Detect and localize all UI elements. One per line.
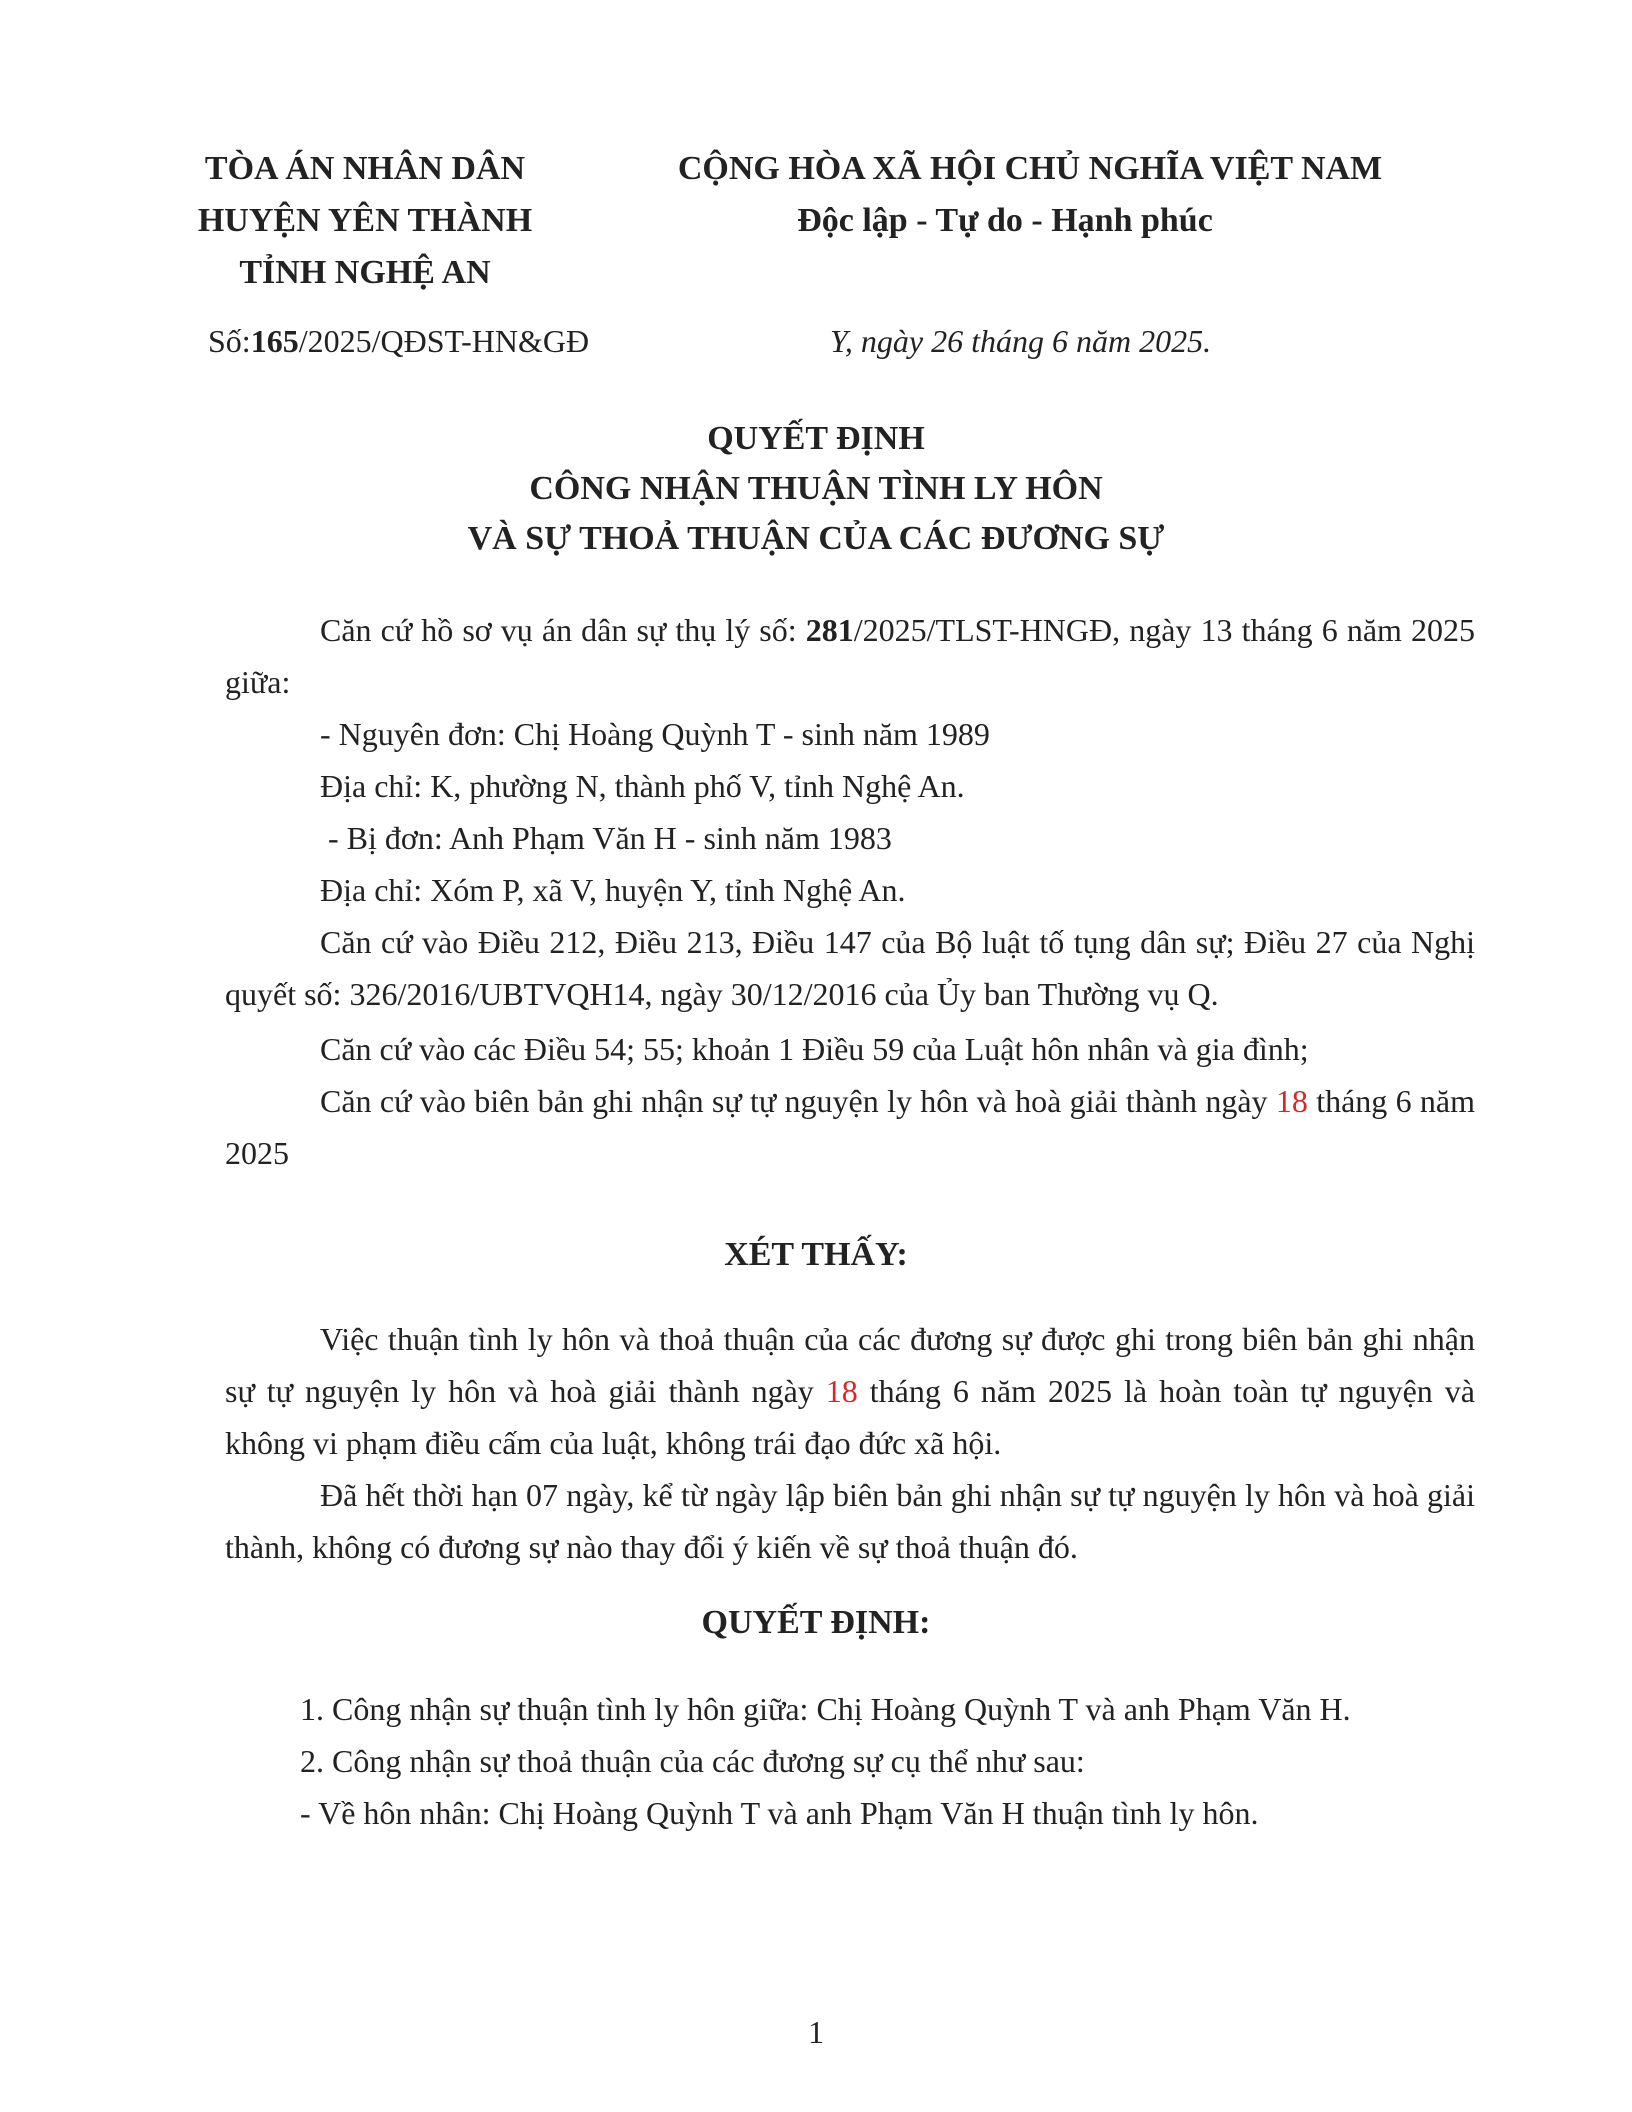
defendant-line: - Bị đơn: Anh Phạm Văn H - sinh năm 1983 <box>320 820 892 856</box>
case-number: 281 <box>805 612 854 648</box>
plaintiff-line: - Nguyên đơn: Chị Hoàng Quỳnh T - sinh năm 1989 <box>320 716 990 752</box>
basis-section <box>225 604 1475 1179</box>
title-line-2: CÔNG NHẬN THUẬN TÌNH LY HÔN <box>529 470 1103 507</box>
basis-paragraph-case: Căn cứ hồ sơ vụ án dân sự thụ lý số: 281/2025/TLST-HNGĐ, ngày 13 tháng 6 năm 2025 giữa: <box>225 612 1476 700</box>
court-name <box>170 143 560 299</box>
court-line-3: TỈNH NGHỆ AN <box>239 254 491 291</box>
defendant-address: Địa chỉ: Xóm P, xã V, huyện Y, tỉnh Nghệ An. <box>320 872 906 908</box>
decision-item-2: 2. Công nhận sự thoả thuận của các đương sự cụ thể như sau: <box>300 1743 1085 1779</box>
findings-section <box>225 1313 1475 1573</box>
court-line-1: TÒA ÁN NHÂN DÂN <box>204 150 526 187</box>
decision-section <box>225 1683 1475 1839</box>
basis-paragraph-procedure: Căn cứ vào Điều 212, Điều 213, Điều 147 của Bộ luật tố tụng dân sự; Điều 27 của Nghị quyết số: 326/2016/UBTVQH14, ngày 30/12/2016 của Ủy ban Thường vụ Q. <box>225 924 1475 1012</box>
nation-motto: Độc lập - Tự do - Hạnh phúc <box>797 202 1213 239</box>
number-suffix: /2025/QĐST-HN&GĐ <box>298 323 590 359</box>
findings-paragraph-2: Đã hết thời hạn 07 ngày, kể từ ngày lập biên bản ghi nhận sự tự nguyện ly hôn và hoà giải thành, không có đương sự nào thay đổi ý kiến về sự thoả thuận đó. <box>225 1477 1475 1565</box>
document-number <box>208 321 589 361</box>
decision-heading: QUYẾT ĐỊNH: <box>701 1604 931 1641</box>
decision-marriage: - Về hôn nhân: Chị Hoàng Quỳnh T và anh Phạm Văn H thuận tình ly hôn. <box>300 1795 1259 1831</box>
number-prefix: Số: <box>208 323 251 359</box>
record-day: 18 <box>1275 1083 1308 1119</box>
basis-paragraph-marriage-law: Căn cứ vào các Điều 54; 55; khoản 1 Điều 59 của Luật hôn nhân và gia đình; <box>320 1031 1309 1067</box>
decision-item-1: 1. Công nhận sự thuận tình ly hôn giữa: Chị Hoàng Quỳnh T và anh Phạm Văn H. <box>300 1691 1351 1727</box>
date-line: Y, ngày 26 tháng 6 năm 2025. <box>830 323 1212 359</box>
findings-paragraph-1: Việc thuận tình ly hôn và thoả thuận của các đương sự được ghi trong biên bản ghi nhận sự tự nguyện ly hôn và hoà giải thành ngày 18 tháng 6 năm 2025 là hoàn toàn tự nguyện và không vi phạm điều cấm của luật, không trái đạo đức xã hội. <box>225 1321 1476 1461</box>
plaintiff-address: Địa chỉ: K, phường N, thành phố V, tỉnh Nghệ An. <box>320 768 965 804</box>
court-line-2: HUYỆN YÊN THÀNH <box>197 202 533 239</box>
page-number: 1 <box>808 2014 824 2050</box>
findings-heading: XÉT THẤY: <box>724 1236 908 1273</box>
number-bold: 165 <box>250 323 299 359</box>
findings-record-day: 18 <box>825 1373 858 1409</box>
title-line-1: QUYẾT ĐỊNH <box>707 420 925 457</box>
document-title <box>0 414 1632 564</box>
nation-name: CỘNG HÒA XÃ HỘI CHỦ NGHĨA VIỆT NAM <box>677 150 1383 187</box>
title-line-3: VÀ SỰ THOẢ THUẬN CỦA CÁC ĐƯƠNG SỰ <box>467 520 1165 557</box>
nation-header <box>600 143 1460 247</box>
basis-paragraph-record: Căn cứ vào biên bản ghi nhận sự tự nguyện ly hôn và hoà giải thành ngày 18 tháng 6 năm 2025 <box>225 1083 1476 1171</box>
